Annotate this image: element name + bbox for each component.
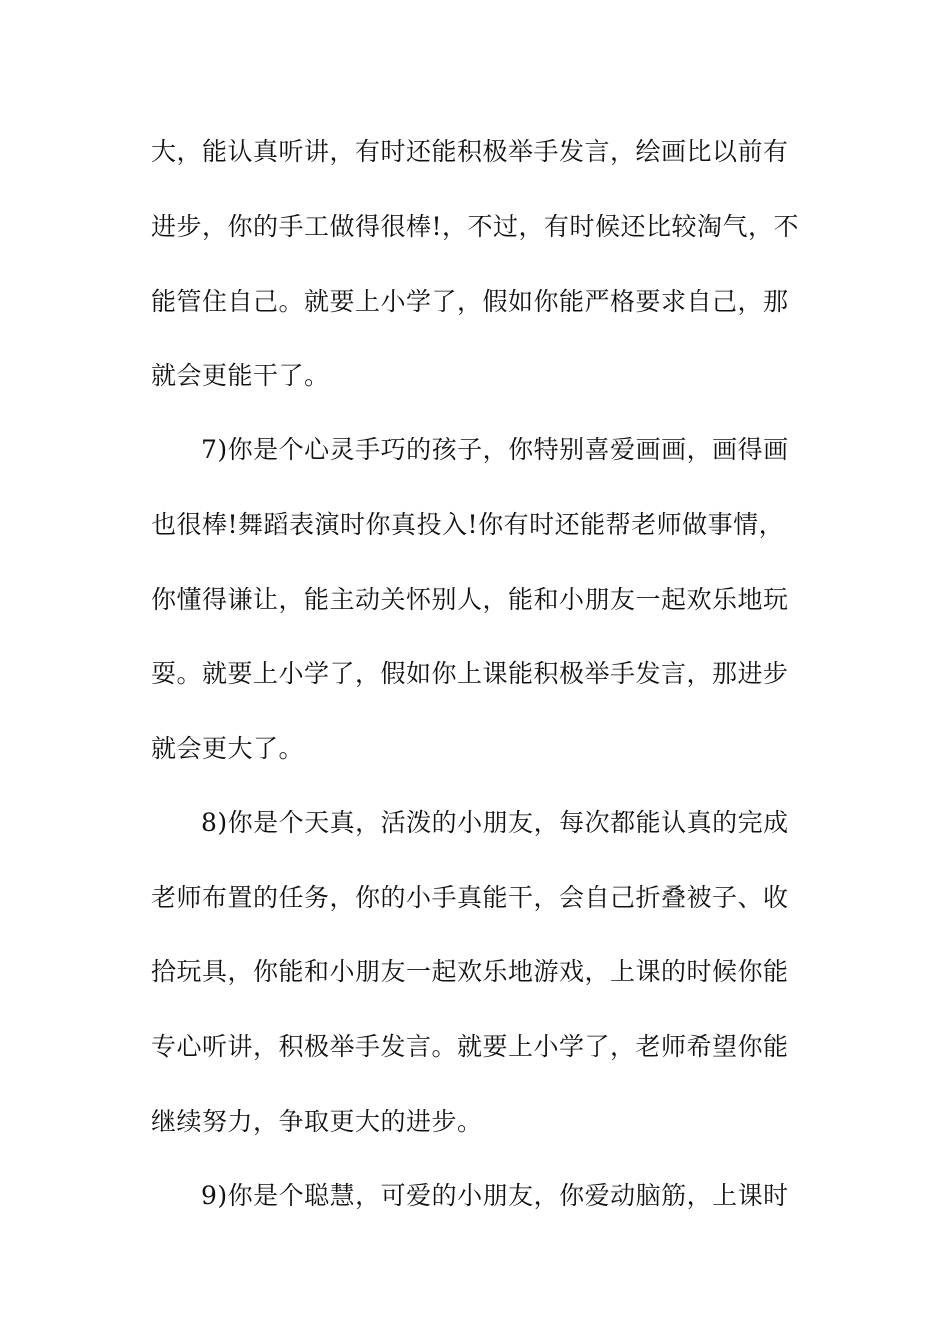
text-line: 老师布置的任务，你的小手真能干，会自己折叠被子、收	[151, 883, 789, 912]
text-line: 就会更能干了。	[151, 361, 330, 390]
paragraph-start-line: 8)你是个天真，活泼的小朋友，每次都能认真的完成	[201, 808, 789, 837]
text-line: 你懂得谦让，能主动关怀别人，能和小朋友一起欢乐地玩	[151, 585, 789, 614]
text-line: 就会更大了。	[151, 734, 305, 763]
text-line: 继续努力，争取更大的进步。	[151, 1107, 483, 1136]
text-line: 拾玩具，你能和小朋友一起欢乐地游戏，上课的时候你能	[151, 957, 789, 986]
text-line: 进步，你的手工做得很棒!，不过，有时候还比较淘气，不	[151, 212, 800, 241]
paragraph-start-line: 9)你是个聪慧，可爱的小朋友，你爱动脑筋，上课时	[201, 1181, 789, 1210]
text-line: 耍。就要上小学了，假如你上课能积极举手发言，那进步	[151, 659, 789, 688]
paragraph-start-line: 7)你是个心灵手巧的孩子，你特别喜爱画画，画得画	[201, 435, 789, 464]
text-line: 大，能认真听讲，有时还能积极举手发言，绘画比以前有	[151, 137, 789, 166]
text-line: 也很棒!舞蹈表演时你真投入!你有时还能帮老师做事情，	[151, 510, 785, 539]
text-line: 能管住自己。就要上小学了，假如你能严格要求自己，那	[151, 287, 789, 316]
text-line: 专心听讲，积极举手发言。就要上小学了，老师希望你能	[151, 1032, 789, 1061]
